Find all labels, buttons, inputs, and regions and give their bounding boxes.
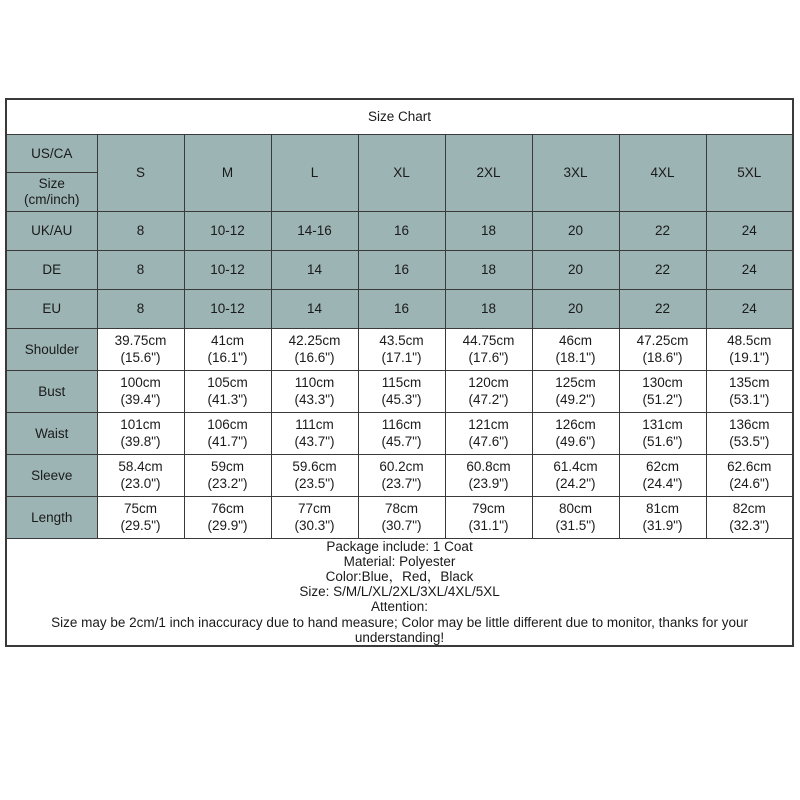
value-inch: (24.6") xyxy=(729,475,770,491)
value-cm: 62cm xyxy=(645,459,679,475)
value-cm: 101cm xyxy=(120,417,161,433)
size-chart-sheet xyxy=(5,98,794,647)
cell-uk-au-s: 8 xyxy=(97,212,184,251)
note-attention-label: Attention: xyxy=(371,599,429,615)
cell-length-4xl xyxy=(619,497,706,539)
row-label-eu: EU xyxy=(6,290,97,329)
value-inch: (41.3") xyxy=(207,391,248,407)
value-inch: (23.0") xyxy=(120,475,161,491)
cell-sleeve-3xl xyxy=(532,455,619,497)
value-inch: (23.9") xyxy=(468,475,509,491)
value-cm: 115cm xyxy=(381,375,422,391)
value-cm: 39.75cm xyxy=(114,333,167,349)
cell-eu-3xl: 20 xyxy=(532,290,619,329)
value-cm: 44.75cm xyxy=(462,333,515,349)
value-inch: (17.1") xyxy=(381,349,422,365)
value-inch: (16.6") xyxy=(294,349,335,365)
value-inch: (29.5") xyxy=(120,517,161,533)
cell-bust-3xl xyxy=(532,371,619,413)
cell-shoulder-5xl xyxy=(706,329,793,371)
value-inch: (41.7") xyxy=(207,433,248,449)
value-inch: (51.2") xyxy=(642,391,683,407)
cell-waist-3xl xyxy=(532,413,619,455)
value-inch: (30.3") xyxy=(294,517,335,533)
value-cm: 60.2cm xyxy=(379,459,424,475)
value-inch: (31.9") xyxy=(642,517,683,533)
cell-length-xl xyxy=(358,497,445,539)
cell-de-m: 10-12 xyxy=(184,251,271,290)
value-cm: 46cm xyxy=(558,333,592,349)
cell-shoulder-3xl xyxy=(532,329,619,371)
value-inch: (15.6") xyxy=(120,349,161,365)
header-us-ca-label: US/CA xyxy=(7,136,97,173)
value-cm: 58.4cm xyxy=(118,459,163,475)
cell-length-s xyxy=(97,497,184,539)
value-inch: (47.6") xyxy=(468,433,509,449)
cell-eu-4xl: 22 xyxy=(619,290,706,329)
table-row xyxy=(6,455,793,497)
cell-waist-l xyxy=(271,413,358,455)
value-cm: 41cm xyxy=(210,333,244,349)
note-color: Color:Blue，Red，Black xyxy=(325,569,474,585)
value-inch: (24.2") xyxy=(555,475,596,491)
notes-row xyxy=(6,539,793,646)
size-header-m: M xyxy=(184,135,271,212)
table-row xyxy=(6,371,793,413)
value-inch: (19.1") xyxy=(729,349,770,365)
cell-sleeve-xl xyxy=(358,455,445,497)
value-cm: 81cm xyxy=(645,501,679,517)
value-inch: (23.2") xyxy=(207,475,248,491)
value-inch: (43.7") xyxy=(294,433,335,449)
cell-sleeve-m xyxy=(184,455,271,497)
value-cm: 126cm xyxy=(555,417,596,433)
value-cm: 130cm xyxy=(642,375,683,391)
cell-bust-5xl xyxy=(706,371,793,413)
value-cm: 79cm xyxy=(471,501,505,517)
cell-shoulder-2xl xyxy=(445,329,532,371)
cell-de-3xl: 20 xyxy=(532,251,619,290)
cell-length-2xl xyxy=(445,497,532,539)
size-chart-table xyxy=(5,98,794,647)
cell-bust-m xyxy=(184,371,271,413)
cell-de-xl: 16 xyxy=(358,251,445,290)
value-inch: (53.5") xyxy=(729,433,770,449)
header-size-word: Size xyxy=(38,176,65,192)
value-inch: (23.5") xyxy=(294,475,335,491)
value-inch: (24.4") xyxy=(642,475,683,491)
size-header-xl: XL xyxy=(358,135,445,212)
value-cm: 77cm xyxy=(297,501,331,517)
cell-bust-xl xyxy=(358,371,445,413)
cell-length-5xl xyxy=(706,497,793,539)
size-chart-body xyxy=(6,99,793,646)
value-inch: (29.9") xyxy=(207,517,248,533)
value-cm: 43.5cm xyxy=(379,333,424,349)
cell-shoulder-xl xyxy=(358,329,445,371)
cell-de-2xl: 18 xyxy=(445,251,532,290)
value-cm: 121cm xyxy=(468,417,509,433)
value-inch: (31.5") xyxy=(555,517,596,533)
value-cm: 100cm xyxy=(120,375,161,391)
cell-sleeve-2xl xyxy=(445,455,532,497)
cell-shoulder-m xyxy=(184,329,271,371)
cell-waist-2xl xyxy=(445,413,532,455)
value-cm: 116cm xyxy=(381,417,422,433)
value-cm: 82cm xyxy=(732,501,766,517)
value-inch: (51.6") xyxy=(642,433,683,449)
cell-waist-s xyxy=(97,413,184,455)
cell-waist-m xyxy=(184,413,271,455)
cell-eu-xl: 16 xyxy=(358,290,445,329)
cell-bust-2xl xyxy=(445,371,532,413)
cell-uk-au-m: 10-12 xyxy=(184,212,271,251)
note-package: Package include: 1 Coat xyxy=(326,539,473,554)
value-cm: 62.6cm xyxy=(727,459,772,475)
cell-eu-l: 14 xyxy=(271,290,358,329)
value-inch: (45.7") xyxy=(381,433,422,449)
cell-length-m xyxy=(184,497,271,539)
value-inch: (49.2") xyxy=(555,391,596,407)
value-cm: 111cm xyxy=(295,417,334,433)
value-inch: (43.3") xyxy=(294,391,335,407)
value-cm: 61.4cm xyxy=(553,459,598,475)
row-label-waist: Waist xyxy=(6,413,97,455)
cell-de-l: 14 xyxy=(271,251,358,290)
size-header-2xl: 2XL xyxy=(445,135,532,212)
value-inch: (30.7") xyxy=(381,517,422,533)
cell-eu-s: 8 xyxy=(97,290,184,329)
cell-sleeve-l xyxy=(271,455,358,497)
size-header-l: L xyxy=(271,135,358,212)
value-cm: 125cm xyxy=(555,375,596,391)
cell-length-l xyxy=(271,497,358,539)
header-label-cell xyxy=(6,135,97,212)
cell-sleeve-4xl xyxy=(619,455,706,497)
value-inch: (17.6") xyxy=(468,349,509,365)
cell-shoulder-s xyxy=(97,329,184,371)
size-header-3xl: 3XL xyxy=(532,135,619,212)
product-notes xyxy=(6,539,793,646)
value-cm: 60.8cm xyxy=(466,459,511,475)
cell-bust-s xyxy=(97,371,184,413)
row-label-sleeve: Sleeve xyxy=(6,455,97,497)
cell-de-5xl: 24 xyxy=(706,251,793,290)
chart-title: Size Chart xyxy=(6,99,793,135)
table-row xyxy=(6,212,793,251)
cell-uk-au-l: 14-16 xyxy=(271,212,358,251)
value-cm: 136cm xyxy=(729,417,770,433)
value-cm: 120cm xyxy=(468,375,509,391)
cell-shoulder-l xyxy=(271,329,358,371)
table-row xyxy=(6,413,793,455)
value-cm: 80cm xyxy=(558,501,592,517)
value-inch: (39.8") xyxy=(120,433,161,449)
cell-waist-4xl xyxy=(619,413,706,455)
cell-shoulder-4xl xyxy=(619,329,706,371)
note-sizes: Size: S/M/L/XL/2XL/3XL/4XL/5XL xyxy=(299,584,500,600)
value-inch: (45.3") xyxy=(381,391,422,407)
cell-waist-5xl xyxy=(706,413,793,455)
cell-uk-au-5xl: 24 xyxy=(706,212,793,251)
cell-length-3xl xyxy=(532,497,619,539)
cell-uk-au-3xl: 20 xyxy=(532,212,619,251)
cell-sleeve-5xl xyxy=(706,455,793,497)
cell-eu-2xl: 18 xyxy=(445,290,532,329)
table-row xyxy=(6,290,793,329)
value-inch: (23.7") xyxy=(381,475,422,491)
cell-bust-4xl xyxy=(619,371,706,413)
value-cm: 42.25cm xyxy=(288,333,341,349)
row-label-bust: Bust xyxy=(6,371,97,413)
value-inch: (53.1") xyxy=(729,391,770,407)
value-cm: 59.6cm xyxy=(292,459,337,475)
value-cm: 106cm xyxy=(207,417,248,433)
value-cm: 78cm xyxy=(384,501,418,517)
value-cm: 48.5cm xyxy=(727,333,772,349)
cell-eu-m: 10-12 xyxy=(184,290,271,329)
value-inch: (39.4") xyxy=(120,391,161,407)
cell-waist-xl xyxy=(358,413,445,455)
value-cm: 131cm xyxy=(642,417,683,433)
cell-de-s: 8 xyxy=(97,251,184,290)
value-inch: (32.3") xyxy=(729,517,770,533)
header-size-unit-label xyxy=(7,173,97,211)
note-attention-body: Size may be 2cm/1 inch inaccuracy due to hand measure; Color may be little different due to monitor, thanks for your understanding! xyxy=(51,614,748,645)
size-header-5xl: 5XL xyxy=(706,135,793,212)
title-row xyxy=(6,99,793,135)
header-row xyxy=(6,135,793,212)
size-header-s: S xyxy=(97,135,184,212)
row-label-uk-au: UK/AU xyxy=(6,212,97,251)
header-unit-word: (cm/inch) xyxy=(23,191,80,207)
table-row xyxy=(6,497,793,539)
note-material: Material: Polyester xyxy=(343,554,456,570)
value-cm: 110cm xyxy=(294,375,335,391)
value-cm: 135cm xyxy=(729,375,770,391)
value-cm: 75cm xyxy=(123,501,157,517)
value-inch: (18.6") xyxy=(642,349,683,365)
cell-de-4xl: 22 xyxy=(619,251,706,290)
cell-uk-au-4xl: 22 xyxy=(619,212,706,251)
value-cm: 47.25cm xyxy=(636,333,689,349)
value-inch: (49.6") xyxy=(555,433,596,449)
value-cm: 76cm xyxy=(210,501,244,517)
table-row xyxy=(6,251,793,290)
cell-eu-5xl: 24 xyxy=(706,290,793,329)
value-cm: 105cm xyxy=(207,375,248,391)
value-cm: 59cm xyxy=(210,459,244,475)
row-label-shoulder: Shoulder xyxy=(6,329,97,371)
size-header-4xl: 4XL xyxy=(619,135,706,212)
cell-uk-au-2xl: 18 xyxy=(445,212,532,251)
cell-uk-au-xl: 16 xyxy=(358,212,445,251)
value-inch: (18.1") xyxy=(555,349,596,365)
value-inch: (47.2") xyxy=(468,391,509,407)
value-inch: (16.1") xyxy=(207,349,248,365)
row-label-length: Length xyxy=(6,497,97,539)
table-row xyxy=(6,329,793,371)
cell-sleeve-s xyxy=(97,455,184,497)
value-inch: (31.1") xyxy=(468,517,509,533)
cell-bust-l xyxy=(271,371,358,413)
row-label-de: DE xyxy=(6,251,97,290)
